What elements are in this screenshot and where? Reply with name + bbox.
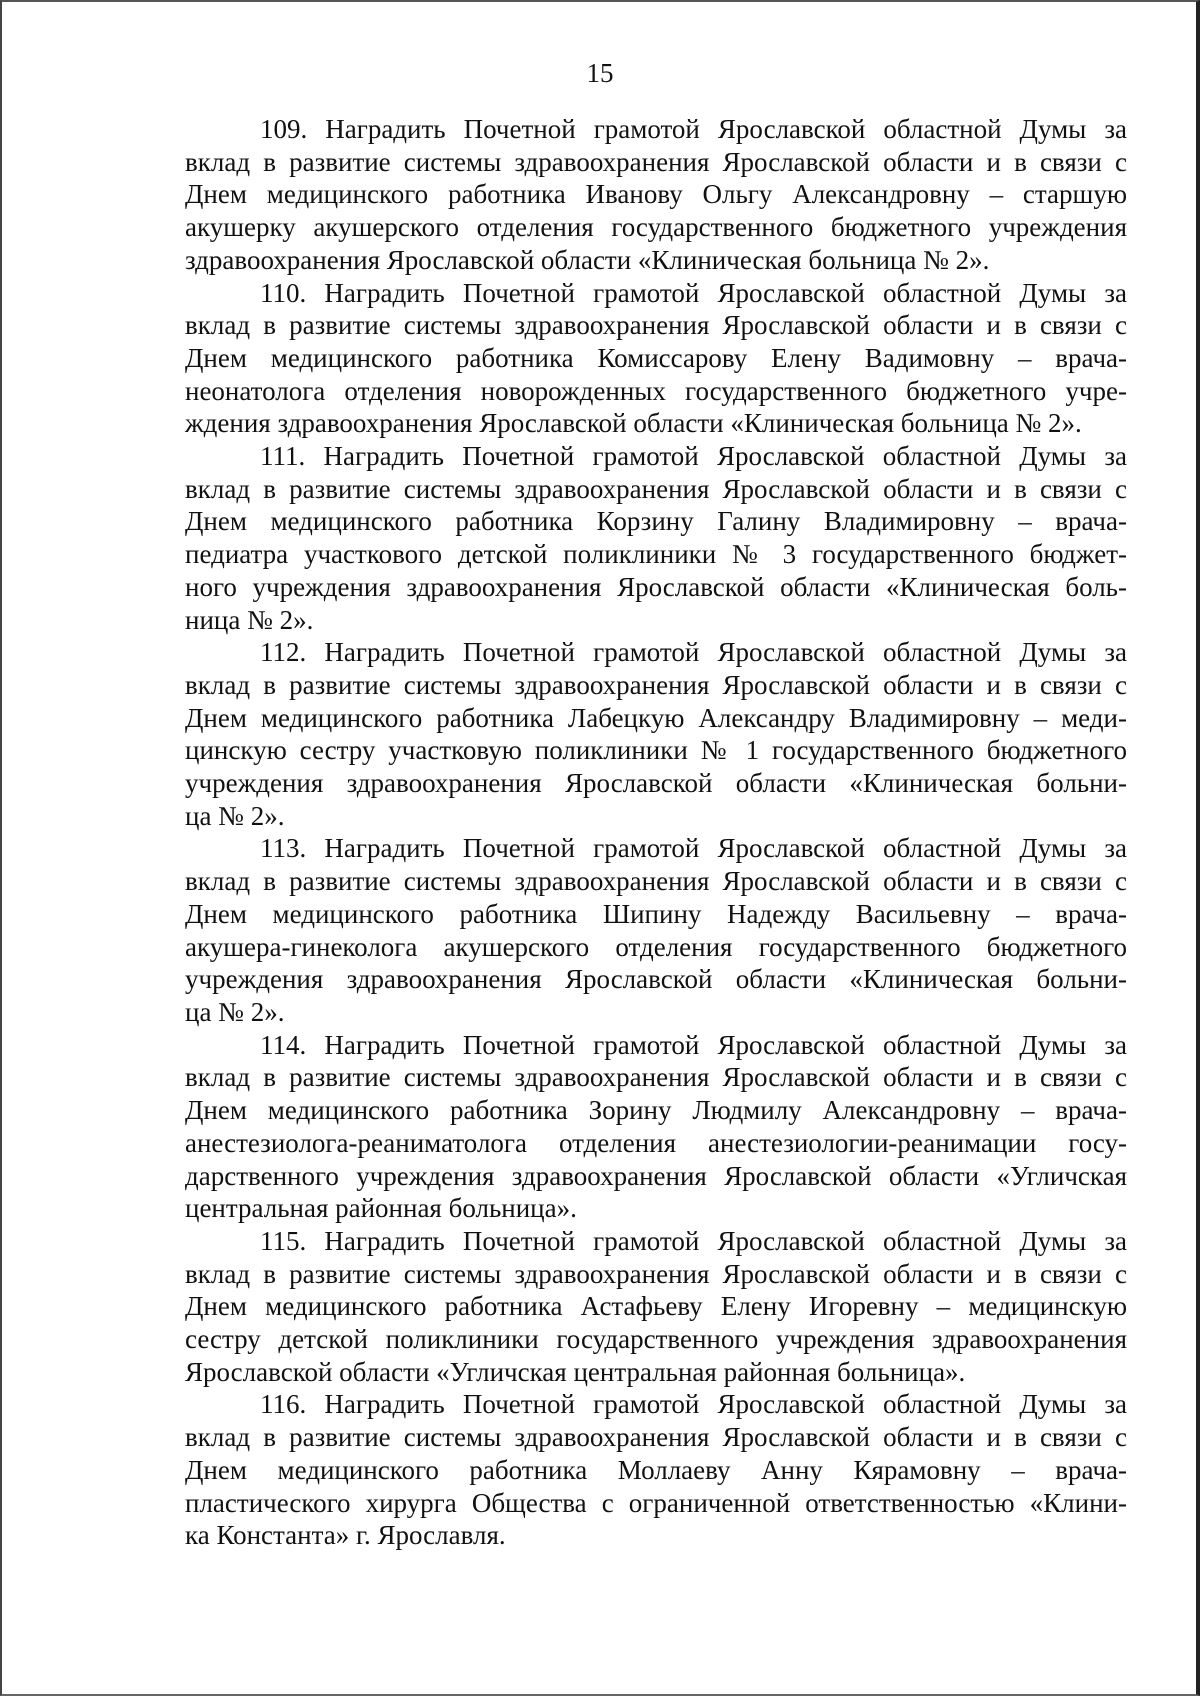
paragraph-line: ница № 2». xyxy=(185,604,314,635)
paragraph-line: вклад в развитие системы здравоохранения Ярославской области и в связи с xyxy=(185,473,1127,504)
paragraph-line: ждения здравоохранения Ярославской области «Клиническая больница № 2». xyxy=(185,408,1082,439)
paragraph-line: акушера-гинеколога акушерского отделения государственного бюджетного xyxy=(185,931,1127,962)
paragraph-line: 111. Наградить Почетной грамотой Ярославской областной Думы за xyxy=(260,441,1127,472)
paragraph-line: сестру детской поликлиники государственного учреждения здравоохранения xyxy=(185,1324,1127,1355)
paragraph-line: центральная районная больница». xyxy=(185,1193,577,1224)
award-paragraph xyxy=(185,277,1127,441)
paragraph-line: 113. Наградить Почетной грамотой Ярославской областной Думы за xyxy=(260,833,1127,864)
paragraph-line: пластического хирурга Общества с ограниченной ответственностью «Клини- xyxy=(185,1487,1127,1518)
paragraph-line: учреждения здравоохранения Ярославской области «Клиническая больни- xyxy=(185,768,1127,799)
paragraph-line: анестезиолога-реаниматолога отделения анестезиологии-реанимации госу- xyxy=(185,1127,1127,1158)
paragraph-line: акушерку акушерского отделения государственного бюджетного учреждения xyxy=(185,212,1127,243)
paragraph-line: вклад в развитие системы здравоохранения Ярославской области и в связи с xyxy=(185,669,1127,700)
paragraph-line: ца № 2». xyxy=(185,996,285,1027)
paragraph-line: Ярославской области «Угличская центральная районная больница». xyxy=(185,1356,966,1387)
paragraph-line: дарственного учреждения здравоохранения Ярославской области «Угличская xyxy=(185,1160,1127,1191)
award-paragraph xyxy=(185,636,1127,832)
paragraph-line: вклад в развитие системы здравоохранения Ярославской области и в связи с xyxy=(185,866,1127,897)
award-paragraph xyxy=(185,1225,1127,1389)
paragraph-line: Днем медицинского работника Иванову Ольгу Александровну – старшую xyxy=(185,179,1127,210)
paragraph-line: Днем медицинского работника Зорину Людмилу Александровну – врача- xyxy=(185,1095,1127,1126)
award-paragraph xyxy=(185,440,1127,636)
paragraph-line: неонатолога отделения новорожденных государственного бюджетного учре- xyxy=(185,375,1127,406)
paragraph-line: цинскую сестру участковую поликлиники № 1 государственного бюджетного xyxy=(185,735,1127,766)
paragraph-line: Днем медицинского работника Лабецкую Александру Владимировну – меди- xyxy=(185,702,1127,733)
award-paragraph xyxy=(185,832,1127,1028)
paragraph-line: ного учреждения здравоохранения Ярославской области «Клиническая боль- xyxy=(185,571,1127,602)
paragraph-line: 109. Наградить Почетной грамотой Ярославской областной Думы за xyxy=(260,114,1127,144)
document-body xyxy=(185,113,1127,1552)
paragraph-line: вклад в развитие системы здравоохранения Ярославской области и в связи с xyxy=(185,1062,1127,1093)
paragraph-line: учреждения здравоохранения Ярославской области «Клиническая больни- xyxy=(185,964,1127,995)
paragraph-line: вклад в развитие системы здравоохранения Ярославской области и в связи с xyxy=(185,1258,1127,1289)
paragraph-line: 112. Наградить Почетной грамотой Ярославской областной Думы за xyxy=(260,637,1127,668)
paragraph-line: 110. Наградить Почетной грамотой Ярославской областной Думы за xyxy=(260,277,1127,308)
paragraph-line: Днем медицинского работника Корзину Галину Владимировну – врача- xyxy=(185,506,1127,537)
page-number: 15 xyxy=(586,58,614,88)
paragraph-line: Днем медицинского работника Комиссарову Елену Вадимовну – врача- xyxy=(185,342,1127,373)
paragraph-line: 114. Наградить Почетной грамотой Ярославской областной Думы за xyxy=(260,1029,1127,1060)
paragraph-line: вклад в развитие системы здравоохранения Ярославской области и в связи с xyxy=(185,1422,1127,1453)
paragraph-line: здравоохранения Ярославской области «Клиническая больница № 2». xyxy=(185,244,990,275)
paragraph-line: вклад в развитие системы здравоохранения Ярославской области и в связи с xyxy=(185,310,1127,341)
award-paragraph xyxy=(185,113,1127,277)
paragraph-line: Днем медицинского работника Астафьеву Елену Игоревну – медицинскую xyxy=(185,1291,1127,1322)
paragraph-line: ца № 2». xyxy=(185,800,285,831)
paragraph-line: Днем медицинского работника Шипину Надежду Васильевну – врача- xyxy=(185,898,1127,929)
paragraph-line: ка Константа» г. Ярославля. xyxy=(185,1520,506,1551)
award-paragraph xyxy=(185,1388,1127,1552)
award-paragraph xyxy=(185,1029,1127,1225)
paragraph-line: педиатра участкового детской поликлиники № 3 государственного бюджет- xyxy=(185,539,1127,570)
paragraph-line: 115. Наградить Почетной грамотой Ярославской областной Думы за xyxy=(260,1225,1127,1256)
paragraph-line: вклад в развитие системы здравоохранения Ярославской области и в связи с xyxy=(185,146,1127,177)
paragraph-line: 116. Наградить Почетной грамотой Ярославской областной Думы за xyxy=(260,1389,1127,1420)
paragraph-line: Днем медицинского работника Моллаеву Анну Кярамовну – врача- xyxy=(185,1454,1127,1485)
